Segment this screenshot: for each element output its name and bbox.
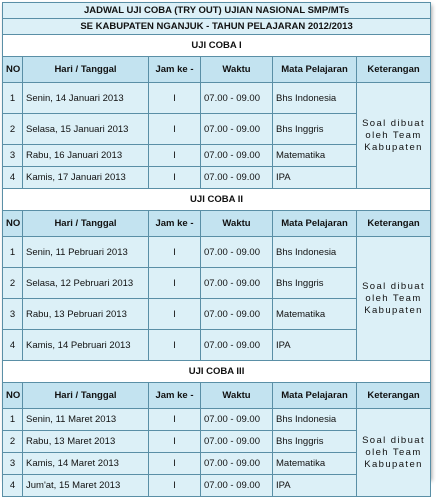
cell-jam: I — [149, 145, 201, 167]
col-header-no: NO — [3, 57, 23, 83]
cell-date: Rabu, 16 Januari 2013 — [23, 145, 149, 167]
col-header-keterangan: Keterangan — [357, 383, 431, 409]
cell-keterangan: Soal dibuat oleh Team Kabupaten — [357, 237, 431, 361]
section-header-row — [3, 35, 431, 57]
schedule-sheet — [2, 2, 430, 491]
column-header-row — [3, 383, 431, 409]
col-header-waktu: Waktu — [201, 383, 273, 409]
cell-date: Rabu, 13 Pebruari 2013 — [23, 299, 149, 330]
cell-jam: I — [149, 268, 201, 299]
col-header-date: Hari / Tanggal — [23, 211, 149, 237]
cell-waktu: 07.00 - 09.00 — [201, 114, 273, 145]
cell-waktu: 07.00 - 09.00 — [201, 409, 273, 431]
cell-date: Jum'at, 15 Maret 2013 — [23, 475, 149, 497]
cell-jam: I — [149, 453, 201, 475]
cell-mapel: Matematika — [273, 299, 357, 330]
cell-mapel: IPA — [273, 167, 357, 189]
title-row-2 — [3, 19, 431, 35]
cell-mapel: IPA — [273, 475, 357, 497]
cell-waktu: 07.00 - 09.00 — [201, 237, 273, 268]
cell-waktu: 07.00 - 09.00 — [201, 145, 273, 167]
cell-jam: I — [149, 330, 201, 361]
col-header-keterangan: Keterangan — [357, 57, 431, 83]
cell-jam: I — [149, 409, 201, 431]
col-header-jam: Jam ke - — [149, 211, 201, 237]
cell-waktu: 07.00 - 09.00 — [201, 167, 273, 189]
title-line-1: JADWAL UJI COBA (TRY OUT) UJIAN NASIONAL SMP/MTs — [3, 3, 431, 19]
cell-no: 4 — [3, 167, 23, 189]
section-header-row — [3, 189, 431, 211]
cell-waktu: 07.00 - 09.00 — [201, 299, 273, 330]
cell-no: 3 — [3, 453, 23, 475]
section-title: UJI COBA II — [3, 189, 431, 211]
section-header-row — [3, 361, 431, 383]
col-header-waktu: Waktu — [201, 57, 273, 83]
cell-keterangan: Soal dibuat oleh Team Kabupaten — [357, 409, 431, 497]
col-header-mapel: Mata Pelajaran — [273, 211, 357, 237]
cell-waktu: 07.00 - 09.00 — [201, 330, 273, 361]
cell-date: Kamis, 14 Maret 2013 — [23, 453, 149, 475]
cell-date: Selasa, 15 Januari 2013 — [23, 114, 149, 145]
cell-no: 3 — [3, 145, 23, 167]
cell-jam: I — [149, 431, 201, 453]
table-row — [3, 237, 431, 268]
cell-waktu: 07.00 - 09.00 — [201, 453, 273, 475]
cell-jam: I — [149, 299, 201, 330]
table-row — [3, 83, 431, 114]
cell-mapel: Bhs Inggris — [273, 431, 357, 453]
col-header-date: Hari / Tanggal — [23, 57, 149, 83]
col-header-waktu: Waktu — [201, 211, 273, 237]
cell-no: 1 — [3, 409, 23, 431]
cell-mapel: Matematika — [273, 453, 357, 475]
cell-no: 2 — [3, 431, 23, 453]
cell-keterangan: Soal dibuat oleh Team Kabupaten — [357, 83, 431, 189]
col-header-date: Hari / Tanggal — [23, 383, 149, 409]
cell-no: 1 — [3, 83, 23, 114]
cell-date: Senin, 14 Januari 2013 — [23, 83, 149, 114]
cell-mapel: Bhs Indonesia — [273, 83, 357, 114]
cell-mapel: IPA — [273, 330, 357, 361]
cell-mapel: Bhs Inggris — [273, 114, 357, 145]
cell-waktu: 07.00 - 09.00 — [201, 475, 273, 497]
col-header-keterangan: Keterangan — [357, 211, 431, 237]
title-line-2: SE KABUPATEN NGANJUK - TAHUN PELAJARAN 2012/2013 — [3, 19, 431, 35]
cell-no: 3 — [3, 299, 23, 330]
cell-date: Senin, 11 Pebruari 2013 — [23, 237, 149, 268]
col-header-no: NO — [3, 383, 23, 409]
cell-jam: I — [149, 167, 201, 189]
cell-mapel: Matematika — [273, 145, 357, 167]
cell-date: Senin, 11 Maret 2013 — [23, 409, 149, 431]
cell-jam: I — [149, 237, 201, 268]
cell-date: Kamis, 14 Pebruari 2013 — [23, 330, 149, 361]
cell-date: Selasa, 12 Pebruari 2013 — [23, 268, 149, 299]
cell-no: 2 — [3, 114, 23, 145]
column-header-row — [3, 57, 431, 83]
cell-no: 4 — [3, 330, 23, 361]
cell-date: Rabu, 13 Maret 2013 — [23, 431, 149, 453]
cell-waktu: 07.00 - 09.00 — [201, 431, 273, 453]
section-title: UJI COBA I — [3, 35, 431, 57]
cell-no: 2 — [3, 268, 23, 299]
col-header-jam: Jam ke - — [149, 383, 201, 409]
cell-no: 4 — [3, 475, 23, 497]
cell-mapel: Bhs Indonesia — [273, 409, 357, 431]
column-header-row — [3, 211, 431, 237]
cell-waktu: 07.00 - 09.00 — [201, 268, 273, 299]
cell-jam: I — [149, 475, 201, 497]
col-header-jam: Jam ke - — [149, 57, 201, 83]
cell-mapel: Bhs Indonesia — [273, 237, 357, 268]
cell-mapel: Bhs Inggris — [273, 268, 357, 299]
col-header-mapel: Mata Pelajaran — [273, 57, 357, 83]
cell-jam: I — [149, 114, 201, 145]
cell-jam: I — [149, 83, 201, 114]
schedule-table — [2, 2, 431, 497]
table-row — [3, 409, 431, 431]
cell-date: Kamis, 17 Januari 2013 — [23, 167, 149, 189]
title-row-1 — [3, 3, 431, 19]
col-header-no: NO — [3, 211, 23, 237]
section-title: UJI COBA III — [3, 361, 431, 383]
cell-waktu: 07.00 - 09.00 — [201, 83, 273, 114]
col-header-mapel: Mata Pelajaran — [273, 383, 357, 409]
cell-no: 1 — [3, 237, 23, 268]
